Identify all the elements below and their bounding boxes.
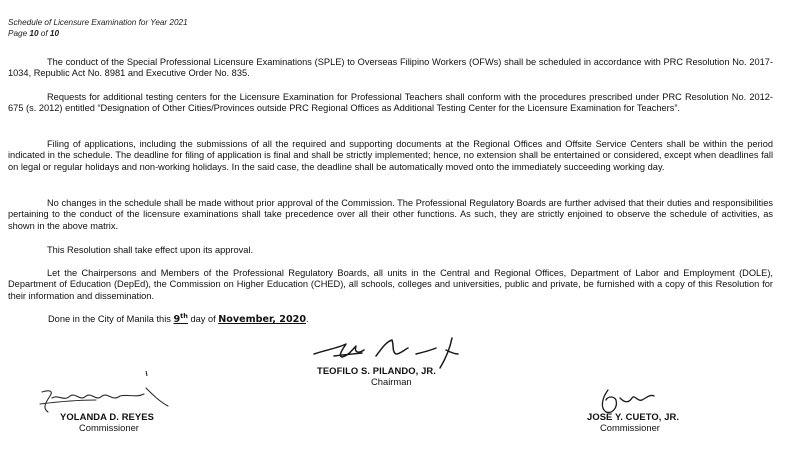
- commissioner-left-title: Commissioner: [79, 422, 139, 433]
- paragraph-furnish: Let the Chairpersons and Members of the Professional Regulatory Boards, all units in the Central and Regional Offices, Department of Labor and Employment (DOLE), Department of Education (DepEd), the Commission on Higher Education (CHED), all schools, colleges and universities, public and private, be furnished with a copy of this Resolution for their information and dissemination.: [8, 268, 773, 301]
- document-header: [8, 17, 188, 39]
- chairman-name: TEOFILO S. PILANDO, JR.: [317, 365, 436, 376]
- done-middle: day of: [187, 314, 219, 324]
- done-end: .: [306, 314, 309, 324]
- ink-mark: [144, 370, 150, 378]
- paragraph-effectivity: This Resolution shall take effect upon its approval.: [47, 245, 254, 255]
- page-label: Page: [8, 29, 28, 38]
- done-month-year: November, 2020: [218, 314, 306, 325]
- done-line: [48, 313, 309, 326]
- commissioner-right-name: JOSE Y. CUETO, JR.: [587, 411, 680, 422]
- paragraph-testing-centers: Requests for additional testing centers for the Licensure Examination for Professional Teachers shall conform with the procedures prescribed under PRC Resolution No. 2012-675 (s. 2012) entitled “Designation of Other Cities/Provinces outside PRC Regional Offices as Additional Testing Center for the Licensure Examination for Teachers”.: [8, 92, 773, 114]
- paragraph-filing: Filing of applications, including the submissions of all the required and supporting documents at the Regional Offices and Offsite Service Centers shall be within the period indicated in the schedule. The deadline for filing of application is final and shall be strictly implemented; hence, no extension shall be entertained or considered, except when deadlines fall on legal or regular holidays and non-working holidays. In the said case, the deadline shall be automatically moved onto the immediately succeeding working day.: [8, 139, 773, 172]
- paragraph-sple: The conduct of the Special Professional Licensure Examinations (SPLE) to Overseas Filipino Workers (OFWs) shall be scheduled in accordance with PRC Resolution No. 2017-1034, Republic Act No. 8981 and Executive Order No. 835.: [8, 57, 773, 79]
- done-prefix: Done in the City of Manila this: [48, 314, 174, 324]
- done-day-number: 9: [173, 314, 181, 325]
- header-title: Schedule of Licensure Examination for Year 2021: [8, 18, 188, 27]
- paragraph-no-changes: No changes in the schedule shall be made without prior approval of the Commission. The Professional Regulatory Boards are further advised that their duties and responsibilities pertaining to the conduct of the licensure examinations shall take precedence over all their other functions. As such, they are strictly enjoined to observe the schedule of activities, as shown in the above matrix.: [8, 198, 773, 231]
- page-total: 10: [49, 29, 60, 38]
- commissioner-left-name: YOLANDA D. REYES: [60, 411, 154, 422]
- page-of: of: [40, 29, 48, 38]
- done-day: [173, 311, 188, 325]
- commissioner-right-title: Commissioner: [600, 422, 660, 433]
- done-day-suffix: th: [180, 311, 188, 320]
- chairman-title: Chairman: [371, 376, 412, 387]
- page-current: 10: [29, 29, 39, 38]
- page-indicator: [8, 28, 188, 39]
